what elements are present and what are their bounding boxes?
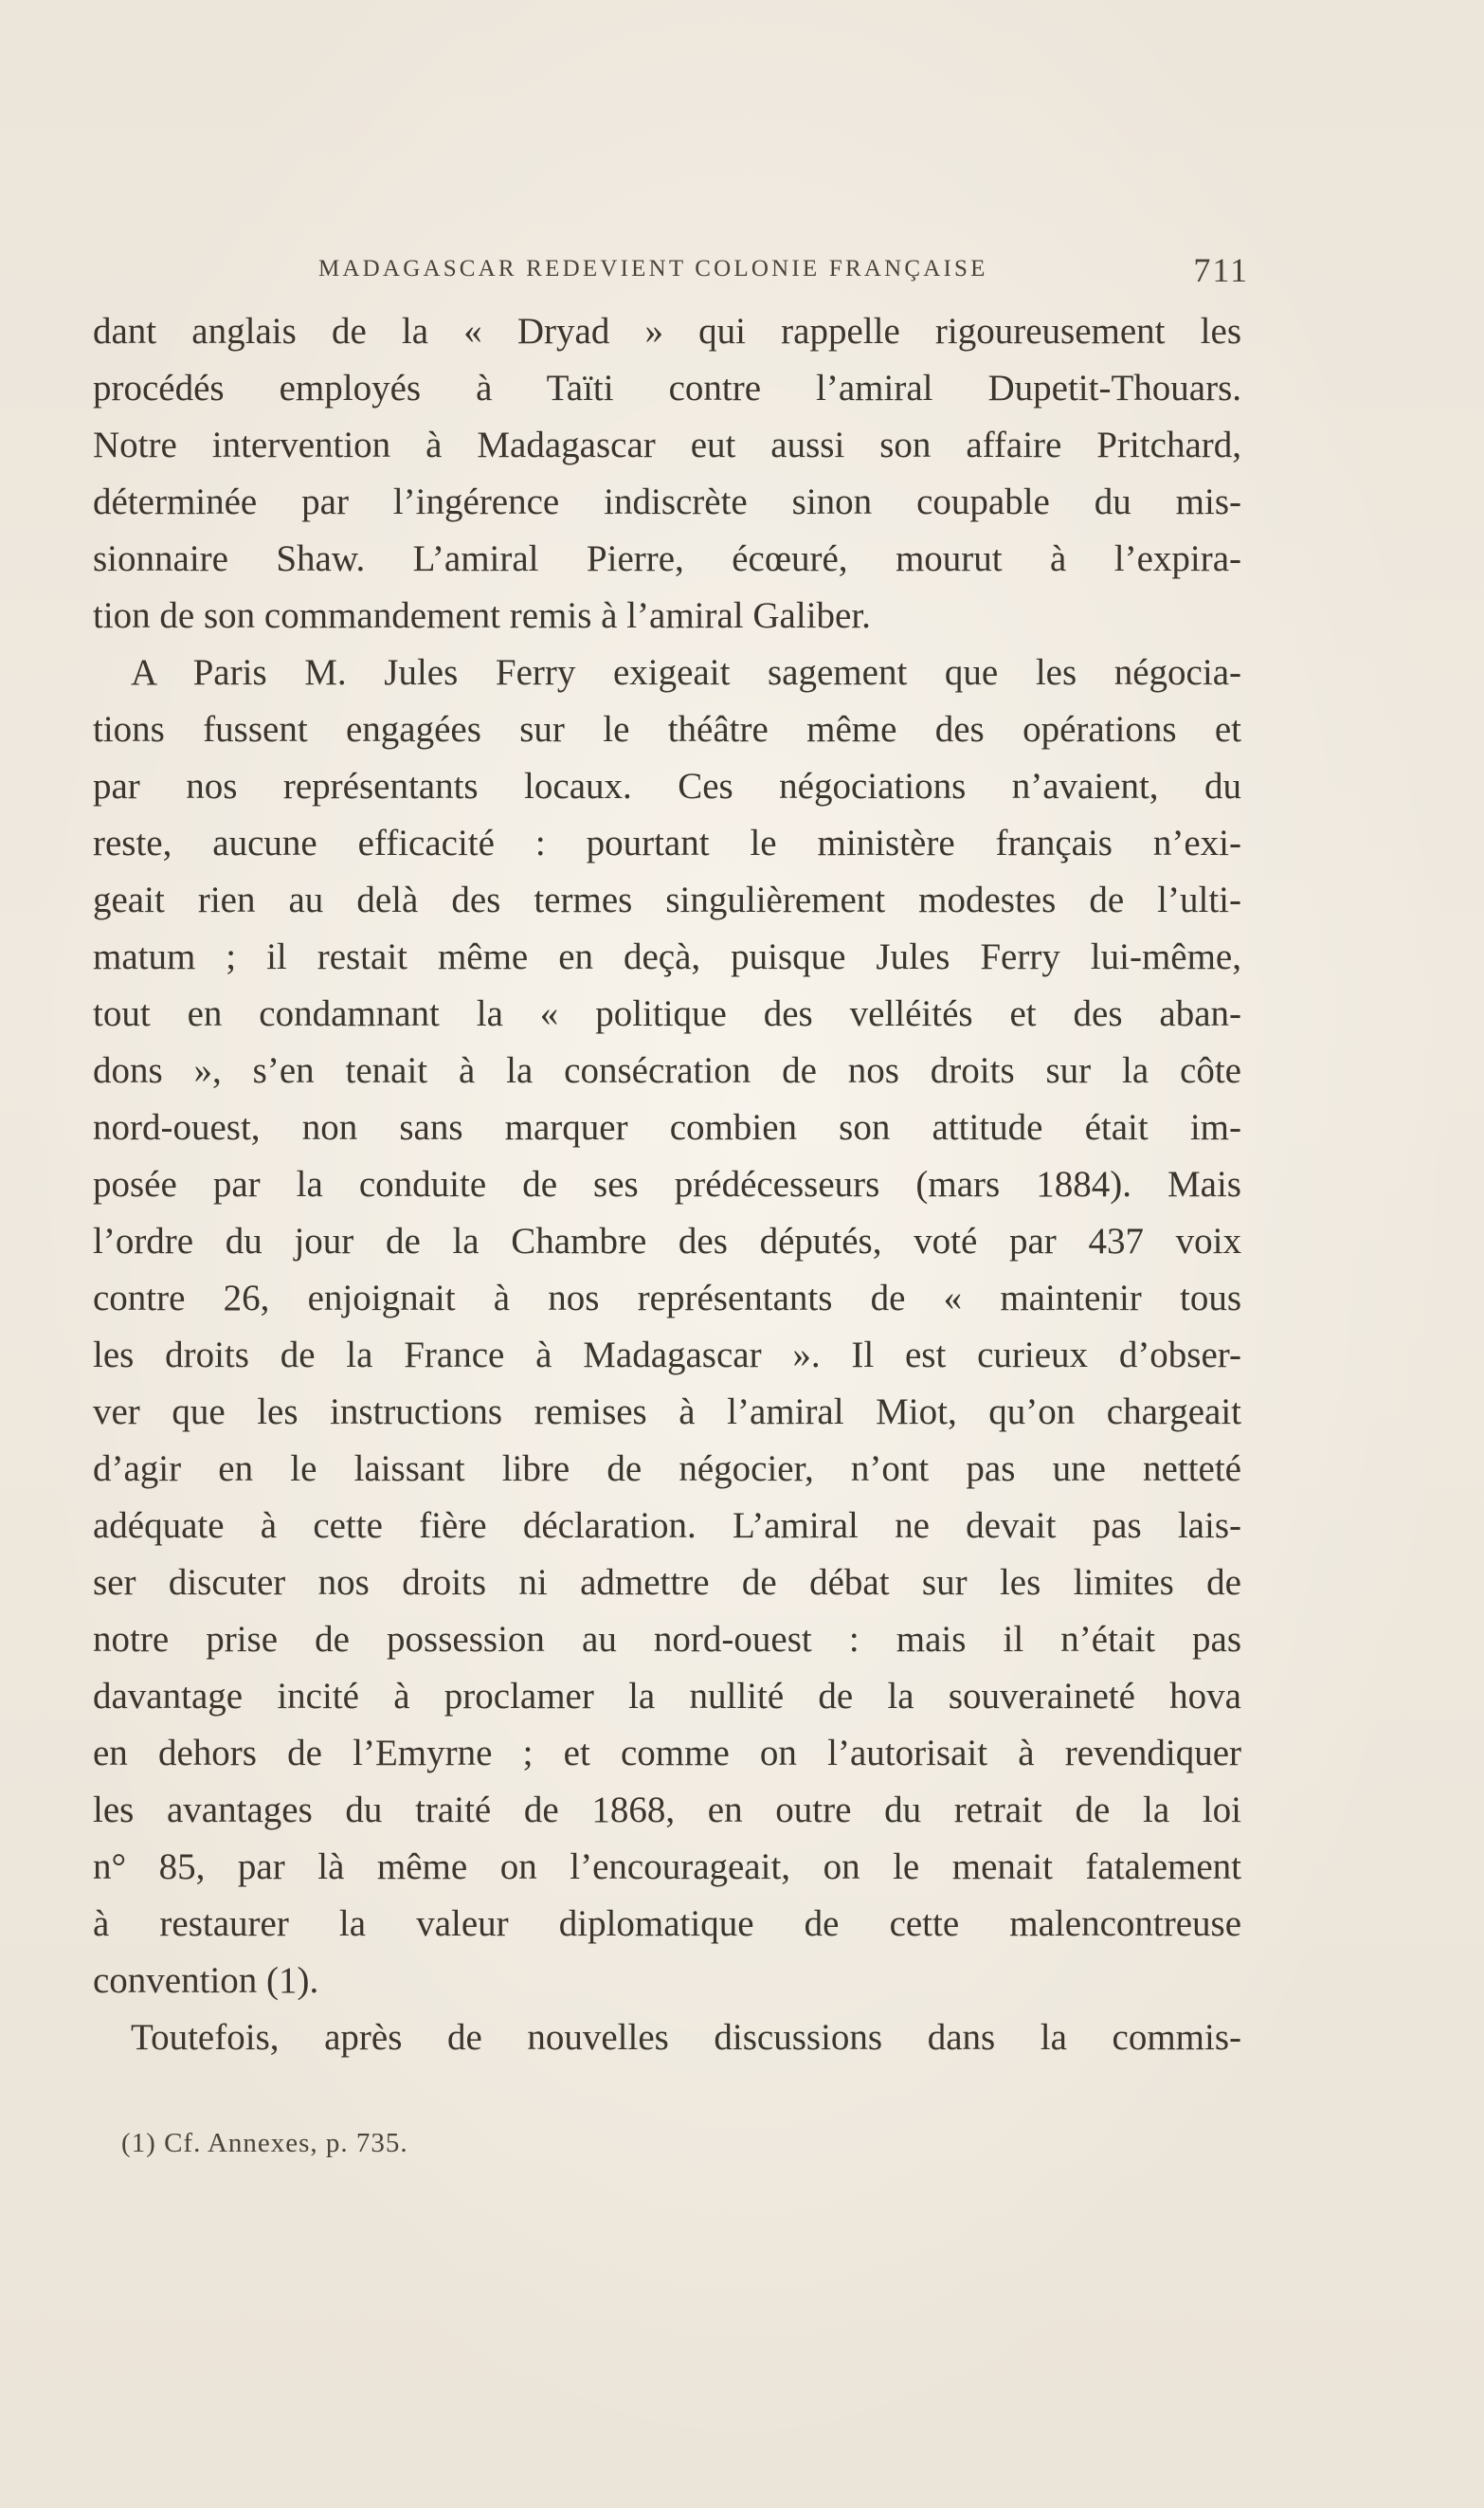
text-line: ver que les instructions remises à l’amiral Miot, qu’on chargeait — [93, 1391, 1241, 1432]
footnote: (1) Cf. Annexes, p. 735. — [121, 2128, 408, 2158]
text-line: posée par la conduite de ses prédécesseurs (mars 1884). Mais — [93, 1164, 1241, 1205]
text-line: tout en condamnant la « politique des velléités et des aban- — [93, 993, 1241, 1034]
text-line: dant anglais de la « Dryad » qui rappelle rigoureusement les — [93, 311, 1241, 352]
text-line: par nos représentants locaux. Ces négociations n’avaient, du — [93, 766, 1241, 807]
text-line: A Paris M. Jules Ferry exigeait sagement que les négocia- — [131, 652, 1241, 693]
page-header — [318, 251, 1249, 294]
text-line: matum ; il restait même en deçà, puisque Jules Ferry lui-même, — [93, 936, 1241, 977]
text-line: ser discuter nos droits ni admettre de débat sur les limites de — [93, 1562, 1241, 1603]
body-text — [81, 303, 1241, 2066]
text-line: n° 85, par là même on l’encourageait, on le menait fatalement — [93, 1846, 1241, 1887]
text-line: geait rien au delà des termes singulièrement modestes de l’ulti- — [93, 880, 1241, 920]
text-line: convention (1). — [93, 1960, 319, 2001]
text-line: en dehors de l’Emyrne ; et comme on l’autorisait à revendiquer — [93, 1733, 1241, 1773]
text-line: dons », s’en tenait à la consécration de nos droits sur la côte — [93, 1050, 1241, 1091]
text-line: déterminée par l’ingérence indiscrète sinon coupable du mis- — [93, 482, 1241, 522]
text-line: d’agir en le laissant libre de négocier, n’ont pas une netteté — [93, 1448, 1241, 1489]
text-line: les avantages du traité de 1868, en outre du retrait de la loi — [93, 1790, 1241, 1830]
text-line: Toutefois, après de nouvelles discussions dans la commis- — [131, 2017, 1241, 2058]
text-line: notre prise de possession au nord-ouest : mais il n’était pas — [93, 1619, 1241, 1660]
text-line: reste, aucune efficacité : pourtant le ministère français n’exi- — [93, 823, 1241, 863]
text-line: tion de son commandement remis à l’amiral Galiber. — [93, 595, 871, 636]
text-line: procédés employés à Taïti contre l’amiral Dupetit-Thouars. — [93, 368, 1241, 409]
text-line: à restaurer la valeur diplomatique de cette malencontreuse — [93, 1903, 1241, 1944]
text-line: davantage incité à proclamer la nullité de la souveraineté hova — [93, 1676, 1241, 1717]
text-line: l’ordre du jour de la Chambre des députés, voté par 437 voix — [93, 1221, 1241, 1262]
text-line: tions fussent engagées sur le théâtre même des opérations et — [93, 709, 1241, 750]
text-line: Notre intervention à Madagascar eut aussi son affaire Pritchard, — [93, 425, 1241, 465]
text-line: les droits de la France à Madagascar ». Il est curieux d’obser- — [93, 1335, 1241, 1375]
text-line: nord-ouest, non sans marquer combien son attitude était im- — [93, 1107, 1241, 1148]
text-line: adéquate à cette fière déclaration. L’amiral ne devait pas lais- — [93, 1505, 1241, 1546]
text-line: sionnaire Shaw. L’amiral Pierre, écœuré, mourut à l’expira- — [93, 538, 1241, 579]
text-line: contre 26, enjoignait à nos représentants de « maintenir tous — [93, 1278, 1241, 1318]
page-number: 711 — [1193, 251, 1249, 289]
running-title: MADAGASCAR REDEVIENT COLONIE FRANÇAISE — [318, 256, 988, 282]
